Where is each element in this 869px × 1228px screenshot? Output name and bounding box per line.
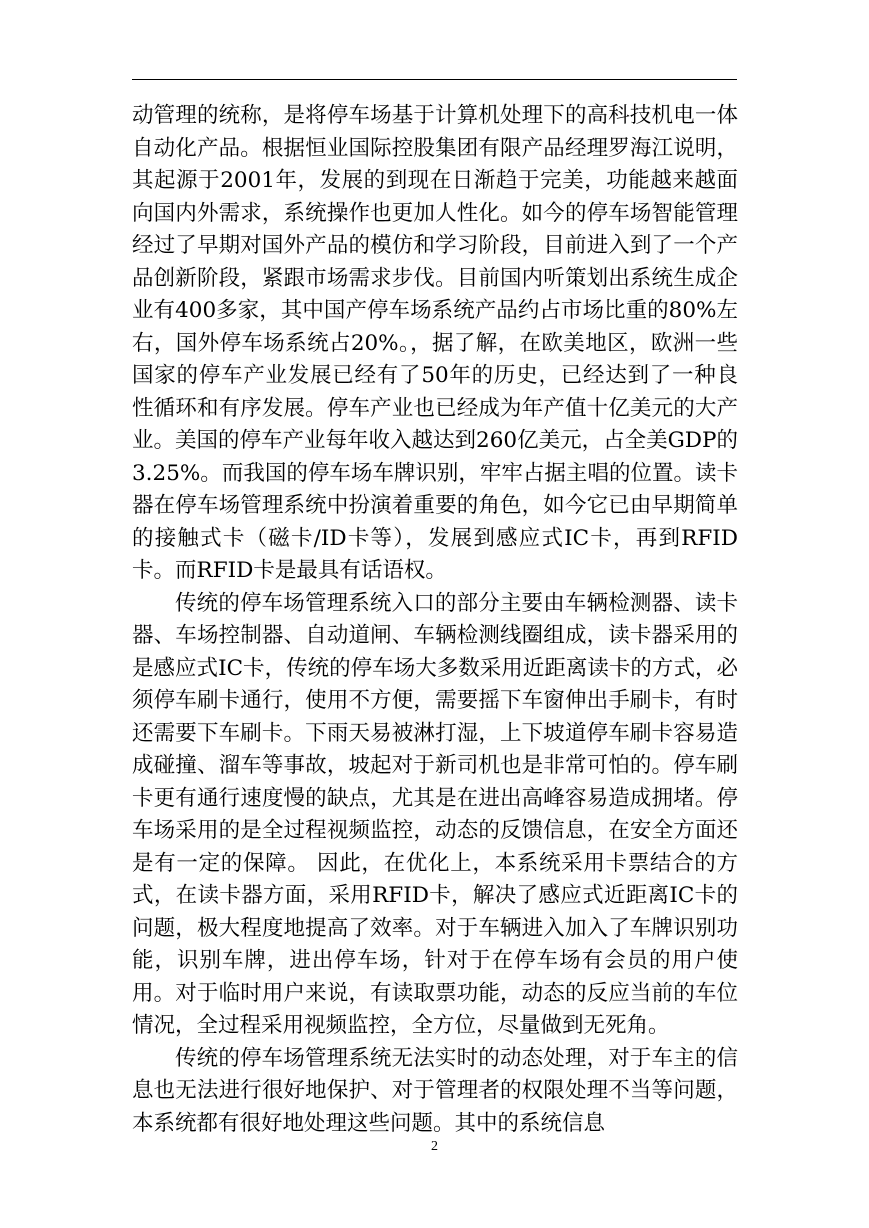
paragraph-3: 传统的停车场管理系统无法实时的动态处理，对于车主的信息也无法进行很好地保护、对于管理者的权限处理不当等问题，本系统都有很好地处理这些问题。其中的系统信息 bbox=[132, 1045, 738, 1136]
page-number: 2 bbox=[431, 1139, 438, 1154]
header-rule bbox=[132, 79, 737, 80]
body-text bbox=[132, 100, 738, 1140]
paragraph-1: 动管理的统称，是将停车场基于计算机处理下的高科技机电一体自动化产品。根据恒业国际控股集团有限产品经理罗海江说明，其起源于2001年，发展的到现在日渐趋于完美，功能越来越面向国内外需求，系统操作也更加人性化。如今的停车场智能管理经过了早期对国外产品的模仿和学习阶段，目前进入到了一个产品创新阶段，紧跟市场需求步伐。目前国内听策划出系统生成企业有400多家，其中国产停车场系统产品约占市场比重的80%左右，国外停车场系统占20%。，据了解，在欧美地区，欧洲一些国家的停车产业发展已经有了50年的历史，已经达到了一种良性循环和有序发展。停车产业也已经成为年产值十亿美元的大产业。美国的停车产业每年收入越达到260亿美元，占全美GDP的3.25%。而我国的停车场车牌识别，牢牢占据主唱的位置。读卡器在停车场管理系统中扮演着重要的角色，如今它已由早期简单的接触式卡（磁卡/ID卡等），发展到感应式IC卡，再到RFID卡。而RFID卡是最具有话语权。 bbox=[132, 103, 738, 583]
paragraph-2: 传统的停车场管理系统入口的部分主要由车辆检测器、读卡器、车场控制器、自动道闸、车辆检测线圈组成，读卡器采用的是感应式IC卡，传统的停车场大多数采用近距离读卡的方式，必须停车刷卡通行，使用不方便，需要摇下车窗伸出手刷卡，有时还需要下车刷卡。下雨天易被淋打湿，上下坡道停车刷卡容易造成碰撞、溜车等事故，坡起对于新司机也是非常可怕的。停车刷卡更有通行速度慢的缺点，尤其是在进出高峰容易造成拥堵。停车场采用的是全过程视频监控，动态的反馈信息，在安全方面还是有一定的保障。 因此，在优化上，本系统采用卡票结合的方式，在读卡器方面，采用RFID卡，解决了感应式近距离IC卡的问题，极大程度地提高了效率。对于车辆进入加入了车牌识别功能，识别车牌，进出停车场，针对于在停车场有会员的用户使用。对于临时用户来说，有读取票功能，动态的反应当前的车位情况，全过程采用视频监控，全方位，尽量做到无死角。 bbox=[132, 590, 738, 1038]
